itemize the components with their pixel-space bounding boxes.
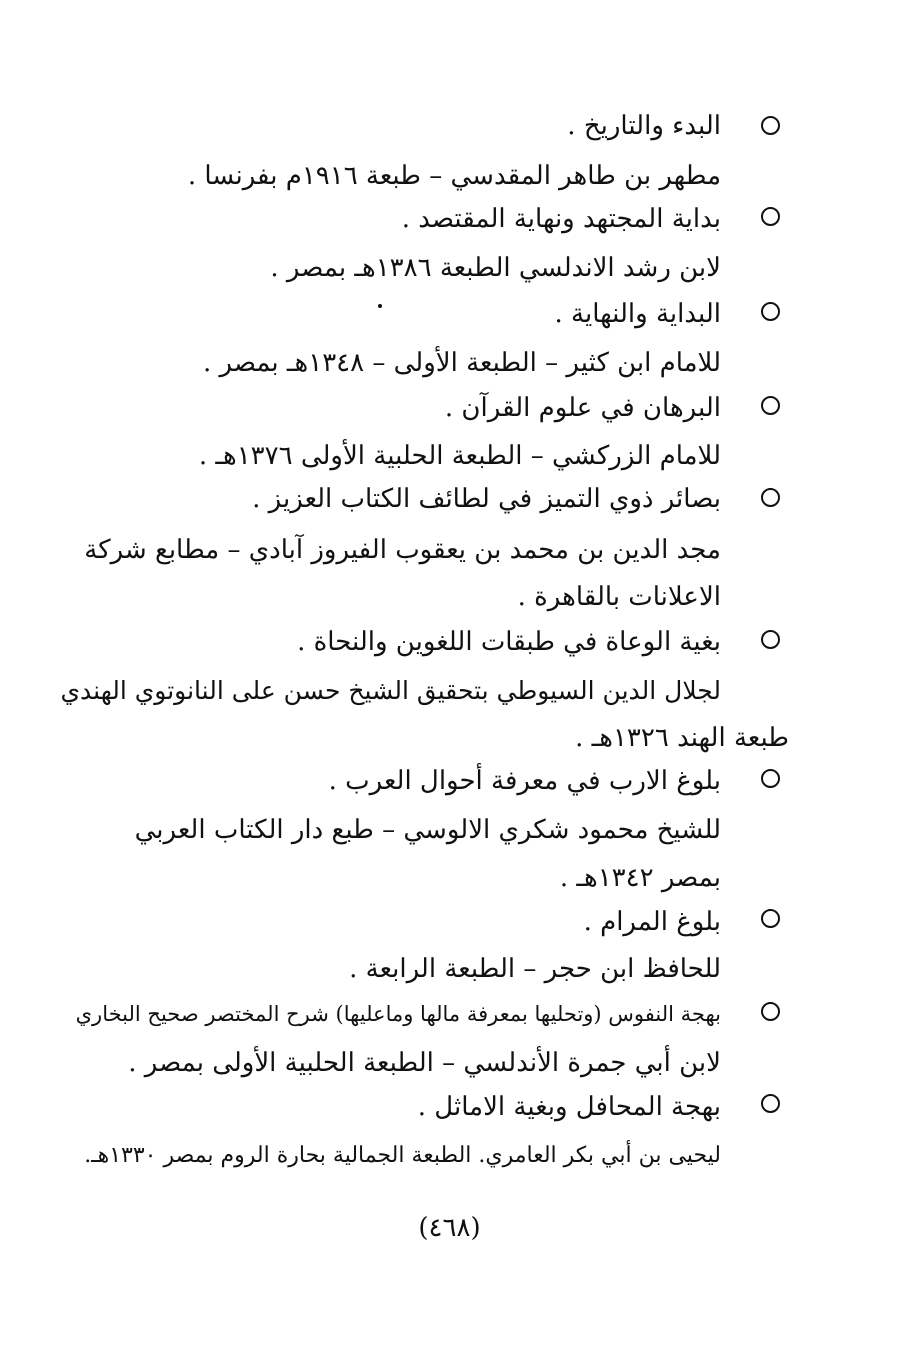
entry-detail: بمصر ١٣٤٢هـ . [559,863,721,893]
entry-detail: ليحيى بن أبي بكر العامري. الطبعة الجمالية بحارة الروم بمصر ١٣٣٠هـ. [84,1143,721,1168]
entry-detail: للحافظ ابن حجر – الطبعة الرابعة . [349,954,721,984]
entry-title: بهجة النفوس (وتحليها بمعرفة مالها وماعليها) شرح المختصر صحيح البخاري [75,1002,721,1026]
list-bullet-icon [761,769,780,788]
entry-detail: مجد الدين بن محمد بن يعقوب الفيروز آبادي – مطابع شركة [84,535,721,565]
entry-detail: لجلال الدين السيوطي بتحقيق الشيخ حسن على النانوتوي الهندي [60,676,721,705]
list-bullet-icon [761,116,780,135]
entry-title: بداية المجتهد ونهاية المقتصد . [401,204,721,234]
entry-title: بلوغ الارب في معرفة أحوال العرب . [328,766,721,796]
entry-detail: الاعلانات بالقاهرة . [517,582,721,612]
entry-title: البداية والنهاية . [554,299,721,329]
entry-title: بصائر ذوي التميز في لطائف الكتاب العزيز . [252,484,721,514]
entry-title: بهجة المحافل وبغية الاماثل . [417,1092,721,1122]
entry-detail: للامام ابن كثير – الطبعة الأولى – ١٣٤٨هـ بمصر . [202,348,721,378]
entry-detail: للامام الزركشي – الطبعة الحلبية الأولى ١٣٧٦هـ . [198,441,721,471]
entry-detail: لابن رشد الاندلسي الطبعة ١٣٨٦هـ بمصر . [270,253,721,283]
entry-title: البرهان في علوم القرآن . [444,393,721,423]
list-bullet-icon [761,909,780,928]
entry-detail: طبعة الهند ١٣٢٦هـ . [575,723,789,753]
list-bullet-icon [761,1094,780,1113]
list-bullet-icon [761,488,780,507]
entry-detail: للشيخ محمود شكري الالوسي – طبع دار الكتاب العربي [134,815,721,845]
entry-detail: مطهر بن طاهر المقدسي – طبعة ١٩١٦م بفرنسا . [187,161,721,191]
list-bullet-icon [761,630,780,649]
list-bullet-icon [761,302,780,321]
entry-title: البدء والتاريخ . [567,111,721,141]
list-bullet-icon [761,207,780,226]
stray-mark [378,304,382,308]
list-bullet-icon [761,1002,780,1021]
page-number: (٤٦٨) [418,1213,481,1243]
entry-detail: لابن أبي جمرة الأندلسي – الطبعة الحلبية الأولى بمصر . [128,1048,721,1078]
list-bullet-icon [761,396,780,415]
entry-title: بلوغ المرام . [583,907,721,937]
entry-title: بغية الوعاة في طبقات اللغوين والنحاة . [297,627,721,657]
